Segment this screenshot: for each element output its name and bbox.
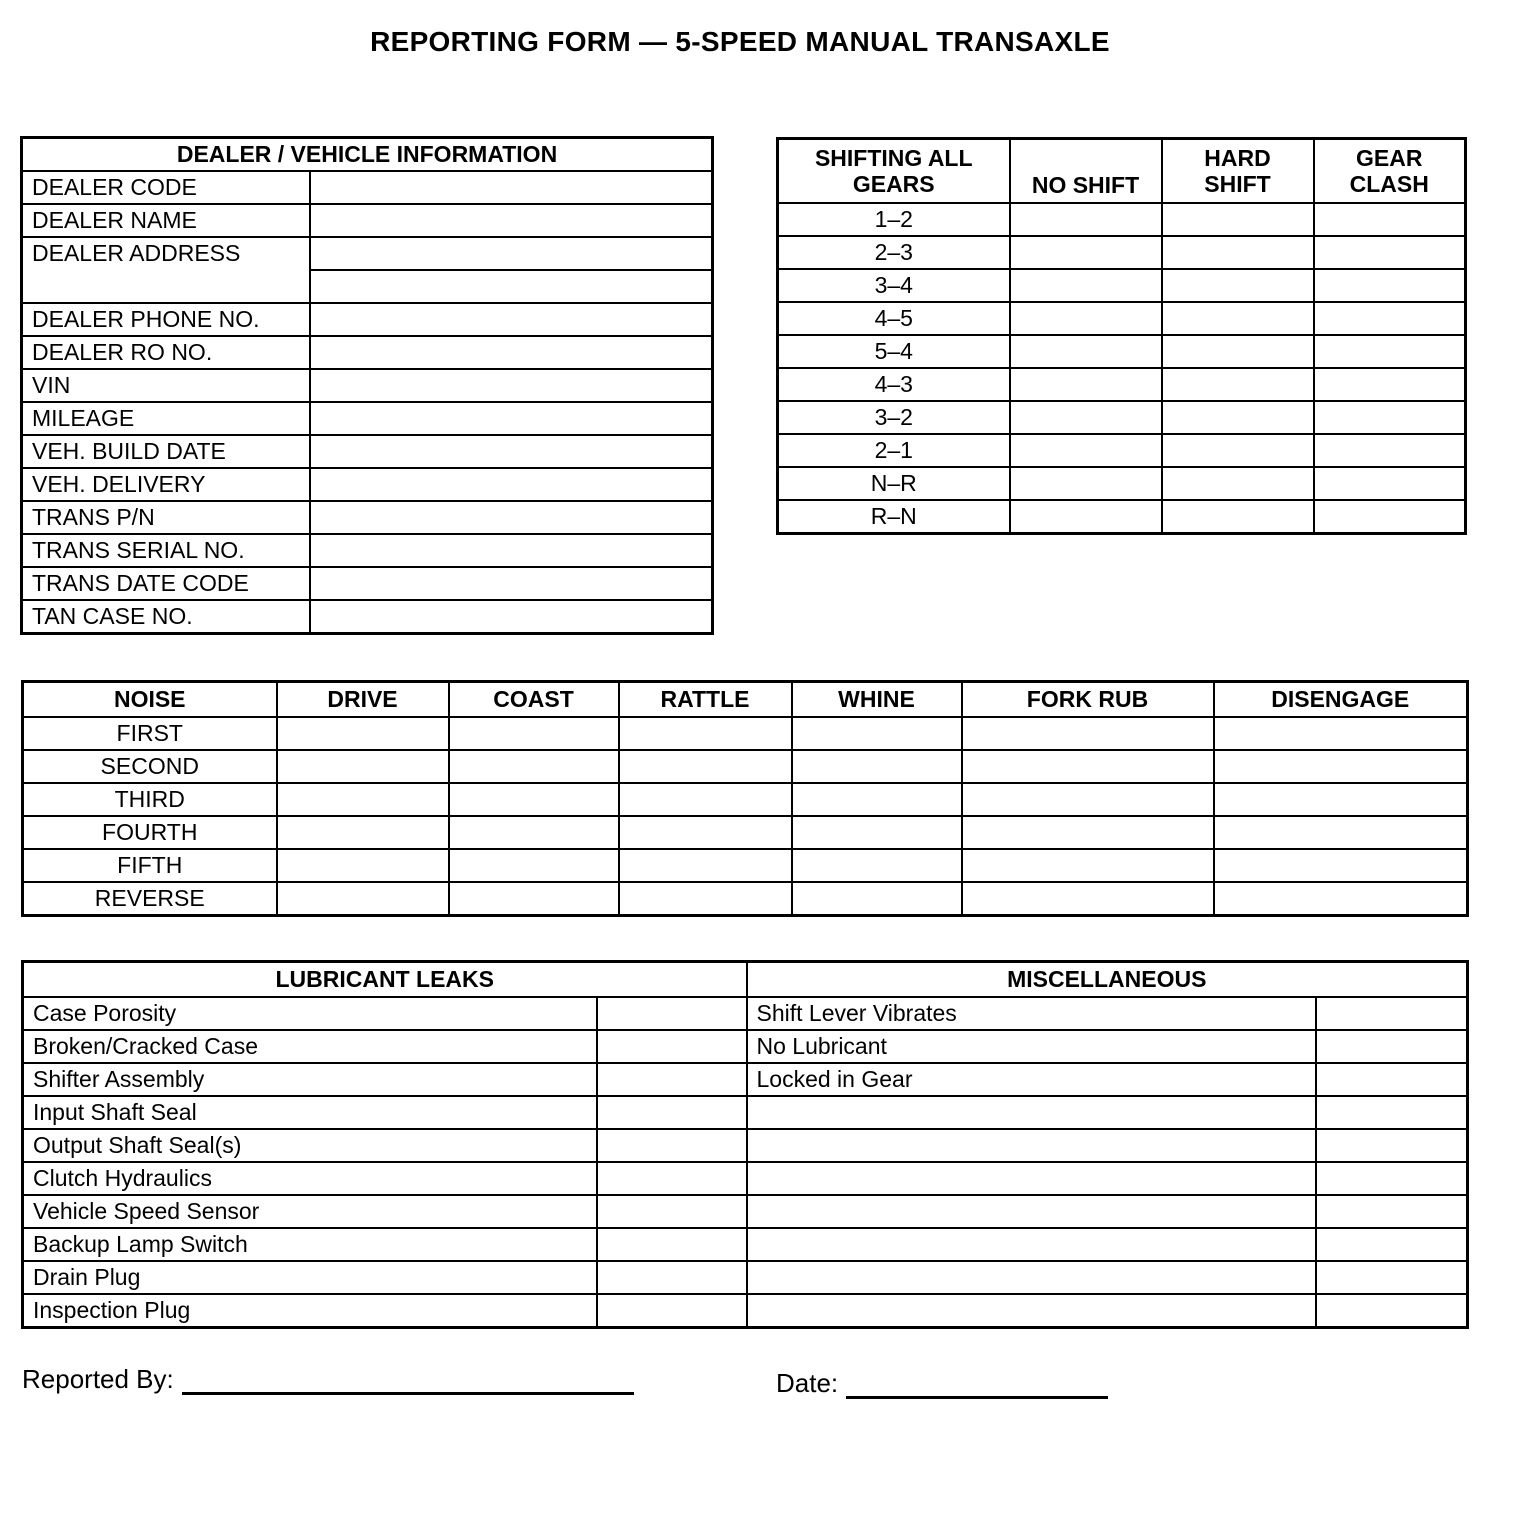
shift-label: 5–4 [778, 335, 1010, 368]
coast-cell[interactable] [449, 783, 619, 816]
shift-label: 4–5 [778, 302, 1010, 335]
shift-label: 3–2 [778, 401, 1010, 434]
noise-table [21, 680, 1469, 917]
trans-date-code-field[interactable] [310, 567, 713, 600]
misc-check-cell[interactable] [1316, 1063, 1468, 1096]
field-label: VIN [22, 369, 310, 402]
misc-label: Shift Lever Vibrates [747, 997, 1316, 1030]
fork-rub-cell[interactable] [962, 717, 1214, 750]
table-row [22, 501, 713, 534]
disengage-cell[interactable] [1214, 750, 1468, 783]
field-label: TRANS DATE CODE [22, 567, 310, 600]
disengage-cell[interactable] [1214, 849, 1468, 882]
shift-label: 3–4 [778, 269, 1010, 302]
page-title: REPORTING FORM — 5-SPEED MANUAL TRANSAXLE [370, 26, 1110, 57]
whine-cell[interactable] [792, 750, 962, 783]
no-shift-cell[interactable] [1010, 302, 1162, 335]
dealer-address-field-line-2[interactable] [310, 270, 713, 303]
drive-cell[interactable] [277, 849, 449, 882]
no-shift-cell[interactable] [1010, 335, 1162, 368]
fork-rub-header: FORK RUB [962, 682, 1214, 718]
table-row [778, 500, 1466, 534]
table-row [22, 369, 713, 402]
leak-check-cell[interactable] [597, 1162, 747, 1195]
reported-by-label: Reported By: [22, 1364, 174, 1394]
field-label: VEH. DELIVERY [22, 468, 310, 501]
no-shift-cell[interactable] [1010, 500, 1162, 534]
leak-check-cell[interactable] [597, 1030, 747, 1063]
whine-cell[interactable] [792, 849, 962, 882]
mileage-field[interactable] [310, 402, 713, 435]
hard-shift-cell[interactable] [1162, 236, 1314, 269]
fork-rub-cell[interactable] [962, 750, 1214, 783]
coast-cell[interactable] [449, 750, 619, 783]
misc-check-cell[interactable] [1316, 1162, 1468, 1195]
field-label: DEALER NAME [22, 204, 310, 237]
no-shift-header: NO SHIFT [1010, 139, 1162, 204]
table-row [23, 783, 1468, 816]
misc-label: Locked in Gear [747, 1063, 1316, 1096]
misc-label: No Lubricant [747, 1030, 1316, 1063]
gear-clash-header: GEAR CLASH [1314, 139, 1466, 204]
table-row [23, 1096, 1468, 1129]
table-row [778, 434, 1466, 467]
no-shift-cell[interactable] [1010, 368, 1162, 401]
shift-label: 2–1 [778, 434, 1010, 467]
whine-cell[interactable] [792, 816, 962, 849]
leak-check-cell[interactable] [597, 1228, 747, 1261]
table-row [23, 882, 1468, 916]
whine-cell[interactable] [792, 717, 962, 750]
drive-header: DRIVE [277, 682, 449, 718]
misc-check-cell[interactable] [1316, 1096, 1468, 1129]
miscellaneous-header: MISCELLANEOUS [747, 962, 1468, 998]
hard-shift-cell[interactable] [1162, 434, 1314, 467]
misc-check-cell[interactable] [1316, 1228, 1468, 1261]
field-label: TRANS P/N [22, 501, 310, 534]
tan-case-field[interactable] [310, 600, 713, 634]
leak-label: Case Porosity [23, 997, 597, 1030]
noise-gear-label: FIFTH [23, 849, 277, 882]
table-row [778, 401, 1466, 434]
shift-label: R–N [778, 500, 1010, 534]
table-row [23, 717, 1468, 750]
shifting-all-gears-header: SHIFTING ALL GEARS [778, 139, 1010, 204]
noise-gear-label: THIRD [23, 783, 277, 816]
misc-label [747, 1228, 1316, 1261]
gear-clash-cell[interactable] [1314, 368, 1466, 401]
table-row [23, 1129, 1468, 1162]
fork-rub-cell[interactable] [962, 849, 1214, 882]
fork-rub-cell[interactable] [962, 882, 1214, 916]
field-label: TAN CASE NO. [22, 600, 310, 634]
rattle-cell[interactable] [619, 750, 792, 783]
table-row [23, 1162, 1468, 1195]
gear-clash-cell[interactable] [1314, 269, 1466, 302]
no-shift-cell[interactable] [1010, 434, 1162, 467]
table-row [22, 237, 713, 270]
gear-clash-cell[interactable] [1314, 236, 1466, 269]
rattle-cell[interactable] [619, 849, 792, 882]
hard-shift-cell[interactable] [1162, 401, 1314, 434]
table-row [778, 236, 1466, 269]
hard-shift-cell[interactable] [1162, 467, 1314, 500]
table-row [22, 567, 713, 600]
noise-gear-label: REVERSE [23, 882, 277, 916]
reported-by [22, 1364, 634, 1395]
dealer-info-header: DEALER / VEHICLE INFORMATION [22, 138, 713, 172]
coast-cell[interactable] [449, 717, 619, 750]
dealer-ro-field[interactable] [310, 336, 713, 369]
hard-shift-cell[interactable] [1162, 269, 1314, 302]
misc-check-cell[interactable] [1316, 1030, 1468, 1063]
leak-check-cell[interactable] [597, 1195, 747, 1228]
disengage-cell[interactable] [1214, 816, 1468, 849]
field-label: DEALER CODE [22, 171, 310, 204]
drive-cell[interactable] [277, 717, 449, 750]
shift-label: 2–3 [778, 236, 1010, 269]
table-row [23, 997, 1468, 1030]
misc-check-cell[interactable] [1316, 997, 1468, 1030]
disengage-cell[interactable] [1214, 717, 1468, 750]
coast-header: COAST [449, 682, 619, 718]
drive-cell[interactable] [277, 882, 449, 916]
rattle-cell[interactable] [619, 783, 792, 816]
table-row [22, 534, 713, 567]
misc-check-cell[interactable] [1316, 1129, 1468, 1162]
table-row [23, 1030, 1468, 1063]
leak-label: Drain Plug [23, 1261, 597, 1294]
rattle-header: RATTLE [619, 682, 792, 718]
date-line[interactable] [846, 1372, 1108, 1399]
table-row [778, 203, 1466, 236]
date [776, 1368, 1108, 1399]
shifting-table [776, 137, 1467, 535]
misc-label [747, 1162, 1316, 1195]
no-shift-cell[interactable] [1010, 269, 1162, 302]
table-row [778, 467, 1466, 500]
lubricant-leaks-header: LUBRICANT LEAKS [23, 962, 747, 998]
table-row [22, 204, 713, 237]
misc-check-cell[interactable] [1316, 1261, 1468, 1294]
gear-clash-cell[interactable] [1314, 467, 1466, 500]
misc-check-cell[interactable] [1316, 1294, 1468, 1328]
table-row [22, 336, 713, 369]
hard-shift-cell[interactable] [1162, 500, 1314, 534]
hard-shift-cell[interactable] [1162, 368, 1314, 401]
table-row [23, 1294, 1468, 1328]
field-label: MILEAGE [22, 402, 310, 435]
hard-shift-header: HARD SHIFT [1162, 139, 1314, 204]
no-shift-cell[interactable] [1010, 203, 1162, 236]
field-label: VEH. BUILD DATE [22, 435, 310, 468]
dealer-vehicle-info-table [20, 136, 714, 635]
fork-rub-cell[interactable] [962, 783, 1214, 816]
leak-label: Output Shaft Seal(s) [23, 1129, 597, 1162]
table-row [23, 1261, 1468, 1294]
leak-check-cell[interactable] [597, 1096, 747, 1129]
leak-label: Vehicle Speed Sensor [23, 1195, 597, 1228]
coast-cell[interactable] [449, 849, 619, 882]
table-row [778, 335, 1466, 368]
hard-shift-cell[interactable] [1162, 335, 1314, 368]
table-row [22, 600, 713, 634]
table-row [23, 1063, 1468, 1096]
no-shift-cell[interactable] [1010, 236, 1162, 269]
leak-check-cell[interactable] [597, 1294, 747, 1328]
noise-gear-label: FOURTH [23, 816, 277, 849]
leak-label: Shifter Assembly [23, 1063, 597, 1096]
gear-clash-cell[interactable] [1314, 434, 1466, 467]
misc-label [747, 1096, 1316, 1129]
gear-clash-cell[interactable] [1314, 203, 1466, 236]
noise-header: NOISE [23, 682, 277, 718]
leak-label: Inspection Plug [23, 1294, 597, 1328]
dealer-name-field[interactable] [310, 204, 713, 237]
field-label: DEALER ADDRESS [22, 237, 310, 303]
leaks-misc-table [21, 960, 1469, 1329]
table-row [23, 849, 1468, 882]
leak-check-cell[interactable] [597, 1261, 747, 1294]
drive-cell[interactable] [277, 750, 449, 783]
noise-gear-label: FIRST [23, 717, 277, 750]
field-label: DEALER RO NO. [22, 336, 310, 369]
table-row [22, 468, 713, 501]
table-row [22, 402, 713, 435]
table-row [23, 1195, 1468, 1228]
hard-shift-cell[interactable] [1162, 203, 1314, 236]
leak-check-cell[interactable] [597, 1129, 747, 1162]
misc-label [747, 1261, 1316, 1294]
gear-clash-cell[interactable] [1314, 401, 1466, 434]
trans-pn-field[interactable] [310, 501, 713, 534]
whine-header: WHINE [792, 682, 962, 718]
leak-check-cell[interactable] [597, 997, 747, 1030]
table-row [778, 302, 1466, 335]
field-label: DEALER PHONE NO. [22, 303, 310, 336]
gear-clash-cell[interactable] [1314, 335, 1466, 368]
hard-shift-cell[interactable] [1162, 302, 1314, 335]
misc-label [747, 1294, 1316, 1328]
whine-cell[interactable] [792, 882, 962, 916]
dealer-address-field-line-1[interactable] [310, 237, 713, 270]
date-label: Date: [776, 1368, 839, 1398]
table-row [778, 269, 1466, 302]
vin-field[interactable] [310, 369, 713, 402]
rattle-cell[interactable] [619, 816, 792, 849]
leak-label: Clutch Hydraulics [23, 1162, 597, 1195]
coast-cell[interactable] [449, 816, 619, 849]
no-shift-cell[interactable] [1010, 467, 1162, 500]
table-row [23, 1228, 1468, 1261]
build-date-field[interactable] [310, 435, 713, 468]
table-row [23, 750, 1468, 783]
leak-label: Input Shaft Seal [23, 1096, 597, 1129]
leak-check-cell[interactable] [597, 1063, 747, 1096]
dealer-code-field[interactable] [310, 171, 713, 204]
disengage-cell[interactable] [1214, 882, 1468, 916]
drive-cell[interactable] [277, 816, 449, 849]
table-row [23, 816, 1468, 849]
table-row [22, 171, 713, 204]
no-shift-cell[interactable] [1010, 401, 1162, 434]
gear-clash-cell[interactable] [1314, 302, 1466, 335]
field-label: TRANS SERIAL NO. [22, 534, 310, 567]
table-row [22, 303, 713, 336]
leak-label: Backup Lamp Switch [23, 1228, 597, 1261]
gear-clash-cell[interactable] [1314, 500, 1466, 534]
coast-cell[interactable] [449, 882, 619, 916]
reported-by-line[interactable] [182, 1368, 634, 1395]
dealer-phone-field[interactable] [310, 303, 713, 336]
whine-cell[interactable] [792, 783, 962, 816]
drive-cell[interactable] [277, 783, 449, 816]
shift-label: N–R [778, 467, 1010, 500]
rattle-cell[interactable] [619, 882, 792, 916]
shift-label: 1–2 [778, 203, 1010, 236]
table-row [778, 368, 1466, 401]
delivery-field[interactable] [310, 468, 713, 501]
disengage-cell[interactable] [1214, 783, 1468, 816]
misc-label [747, 1195, 1316, 1228]
table-row [22, 435, 713, 468]
shift-label: 4–3 [778, 368, 1010, 401]
misc-label [747, 1129, 1316, 1162]
trans-serial-field[interactable] [310, 534, 713, 567]
misc-check-cell[interactable] [1316, 1195, 1468, 1228]
fork-rub-cell[interactable] [962, 816, 1214, 849]
rattle-cell[interactable] [619, 717, 792, 750]
leak-label: Broken/Cracked Case [23, 1030, 597, 1063]
noise-gear-label: SECOND [23, 750, 277, 783]
disengage-header: DISENGAGE [1214, 682, 1468, 718]
